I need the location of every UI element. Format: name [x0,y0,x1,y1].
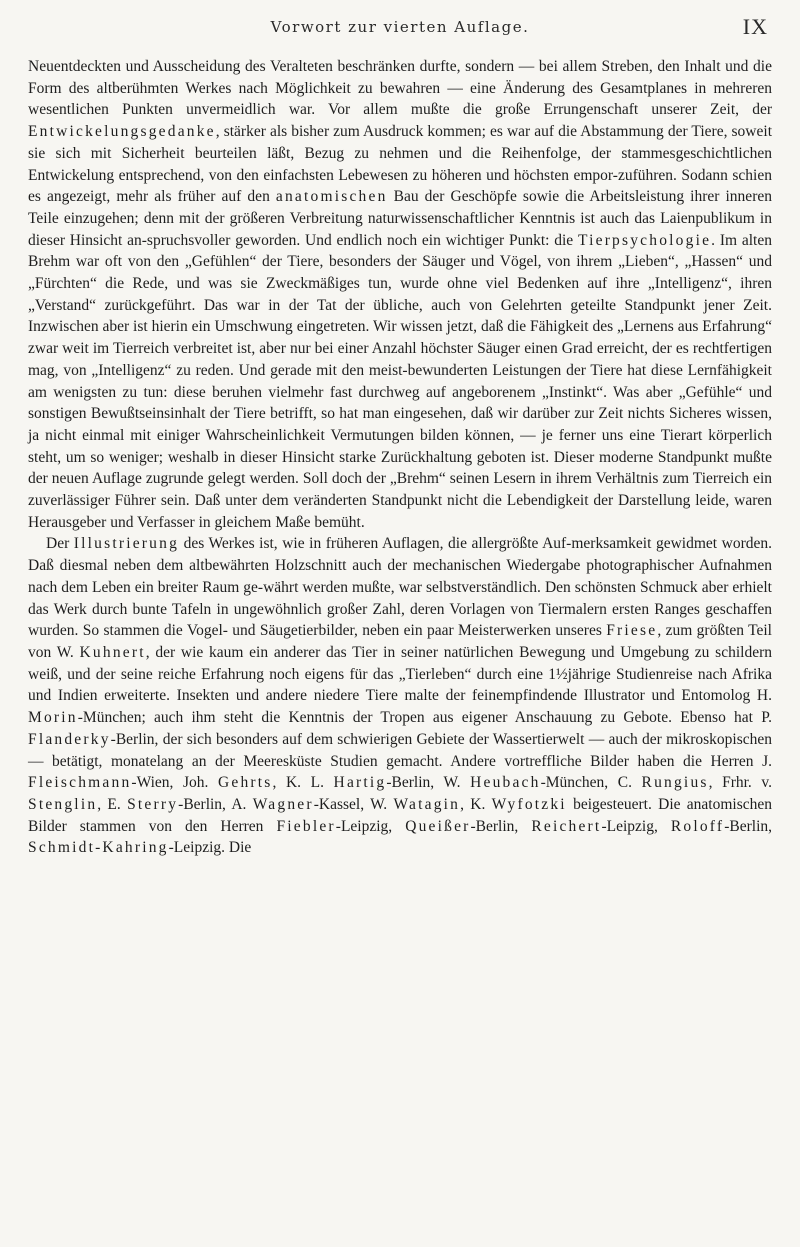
text-run: -Leipzig, [335,817,406,835]
text-run: -Wien, Joh. [131,774,218,792]
emphasized-text: Gehrts [217,774,273,792]
paragraph [28,533,772,859]
emphasized-text: Wyfotzki [491,795,567,813]
emphasized-text: Sterry [127,795,179,813]
emphasized-text: Queißer [405,817,471,835]
emphasized-text: Reichert [531,817,602,835]
emphasized-text: Illustrierung [73,535,180,553]
text-run: . Im alten Brehm war oft von den „Gefühlen“ der Tiere, besonders der Säuger und Vögel, von ihrem „Lieben“, „Hassen“ und „Fürchten“ die Rede, und was sie Zweckmäßiges tun, wurde ohne viel Bedenken auf ihre „Intelligenz“, ihren „Verstand“ zurückgeführt. Das war in der Tat der übliche, auch von Gelehrten geteilte Standpunkt jener Zeit. Inzwischen aber ist hierin ein Umschwung eingetreten. Wir wissen jetzt, daß die Fähigkeit des „Lernens aus Erfahrung“ zwar weit im Tierreich verbreitet ist, aber nur bei einer Anzahl höchster Säuger einen Grad erreicht, der es rechtfertigen mag, von „Intelligenz“ zu reden. Und gerade mit den meist-bewunderten Leistungen der Tiere hat diese Lernfähigkeit am wenigsten zu tun: diese beruhen vielmehr fast durchweg auf angeborenem „Instinkt“. Was aber „Gefühle“ und sonstigen Bewußtseinsinhalt der Tiere betrifft, so hat man eingesehen, daß wir darüber zur Zeit nichts Sicheres wissen, ja nicht einmal mit einiger Wahrscheinlichkeit Vermutungen bilden können, — je ferner uns eine Tierart körperlich steht, um so weniger; weshalb in dieser Hinsicht starke Zurückhaltung geboten ist. Dieser moderne Standpunkt mußte der neuen Auflage zugrunde gelegt werden. Soll doch der „Brehm“ seinen Lesern in ihrem Verhältnis zum Tierreich ein zuverlässiger Führer sein. Daß unter dem veränderten Standpunkt nicht die Lebendigkeit der Darstellung leide, waren Herausgeber und Verfasser in gleichem Maße bemüht. [28,231,772,531]
emphasized-text: Flanderky [28,730,111,748]
emphasized-text: anatomischen [275,188,388,206]
text-run: -Berlin, A. [178,795,253,813]
text-run: , Frhr. v. [708,774,772,792]
text-run: Der [46,535,74,553]
text-run: -Berlin, [470,817,532,835]
running-head: Vorwort zur vierten Auflage. [270,18,530,36]
text-run: beigesteuert. Die anatomischen Bilder stammen von den Herren [28,795,772,835]
emphasized-text: Stenglin [28,795,98,813]
emphasized-text: Rungius [641,774,709,792]
emphasized-text: Tierpsychologie [577,231,712,249]
text-run: , K. L. [272,774,334,792]
text-run: , zum größten Teil von W. [28,622,772,661]
text-run: des Werkes ist, wie in früheren Auflagen, die allergrößte Auf-merksamkeit gewidmet worden. Daß diesmal neben dem altbewährten Holzschnitt auch der mechanischen Wiedergabe photographischer Aufnahmen nach dem Leben ein breiter Raum ge-währt werden mußte, war selbstverständlich. Den schönsten Schmuck aber erhielt das Werk durch bunte Tafeln in ungewöhnlich großer Zahl, deren Vorlagen von Tiermalern ersten Ranges geschaffen wurden. So stammen die Vogel- und Säugetierbilder, neben ein paar Meisterwerken unseres [28,535,772,640]
emphasized-text: Entwickelungsgedanke [28,123,216,141]
text-run: , der wie kaum ein anderer das Tier in seiner natürlichen Bewegung und Umgebung zu schildern weiß, und der seine reiche Erfahrung noch eigens für das „Tierleben“ durch eine 1½jährige Studienreise nach Afrika und Indien erweiterte. Insekten und andere niedere Tiere malte der feinempfindende Illustrator und Entomolog H. [28,643,772,705]
emphasized-text: Kuhnert [79,643,146,661]
body-text [28,56,772,859]
text-run: -Leipzig, [601,817,671,835]
text-run: Neuentdeckten und Ausscheidung des Veralteten beschränken durfte, sondern — bei allem Streben, den Inhalt und die Form des altberühmten Werkes nach Möglichkeit zu bewahren — eine Änderung des Gesamtplanes in mehreren wesentlichen Punkten unvermeidlich war. Vor allem mußte die große Errungenschaft unserer Zeit, der [28,58,772,119]
text-run: -München, C. [540,774,642,792]
emphasized-text: Roloff [670,817,725,835]
text-run: , stärker als bisher zum Ausdruck kommen; es war auf die Abstammung der Tiere, soweit sie sich mit Sicherheit beurteilen läßt, Bezug zu nehmen und die Reihenfolge, der stammesgeschichtlichen Entwickelung entsprechend, von den einfachsten Lebewesen zu höheren und höchsten empor-zuführen. Sodann schien es angezeigt, mehr als früher auf den [28,123,772,206]
page-header [28,12,772,56]
text-run: -Berlin, der sich besonders auf dem schwierigen Gebiete der Wassertierwelt — auch der mikroskopischen — betätigt, monatelang an der Meeresküste Studien gemacht. Andere vortreffliche Bilder haben die Herren J. [28,730,772,770]
emphasized-text: Hartig [333,774,387,792]
emphasized-text: Morin [28,709,78,727]
emphasized-text: Friese [606,622,658,640]
paragraph [28,56,772,533]
text-run: Bau der Geschöpfe sowie die Arbeitsleistung ihrer inneren Teile einzugehen; denn mit der größeren Verbreitung naturwissenschaftlicher Kenntnis ist auch das Laienpublikum in dieser Hinsicht an-spruchsvoller geworden. Und endlich noch ein wichtiger Punkt: die [28,188,772,249]
emphasized-text: Watagin [393,795,461,813]
emphasized-text: Wagner [252,795,314,813]
text-run: -Berlin, [724,817,773,835]
text-run: -Leipzig. Die [168,839,252,857]
page-number: IX [742,14,768,39]
emphasized-text: Fleischmann [28,774,132,792]
text-run: , E. [97,795,128,813]
text-run: -München; auch ihm steht die Kenntnis der Tropen aus eigener Anschauung zu Gebote. Ebenso hat P. [77,709,772,727]
text-run: -Berlin, W. [386,774,471,792]
text-run: , K. [460,795,492,813]
text-run: -Kassel, W. [313,795,394,813]
emphasized-text: Schmidt-Kahring [28,839,169,857]
emphasized-text: Heubach [470,774,541,792]
emphasized-text: Fiebler [276,817,336,835]
